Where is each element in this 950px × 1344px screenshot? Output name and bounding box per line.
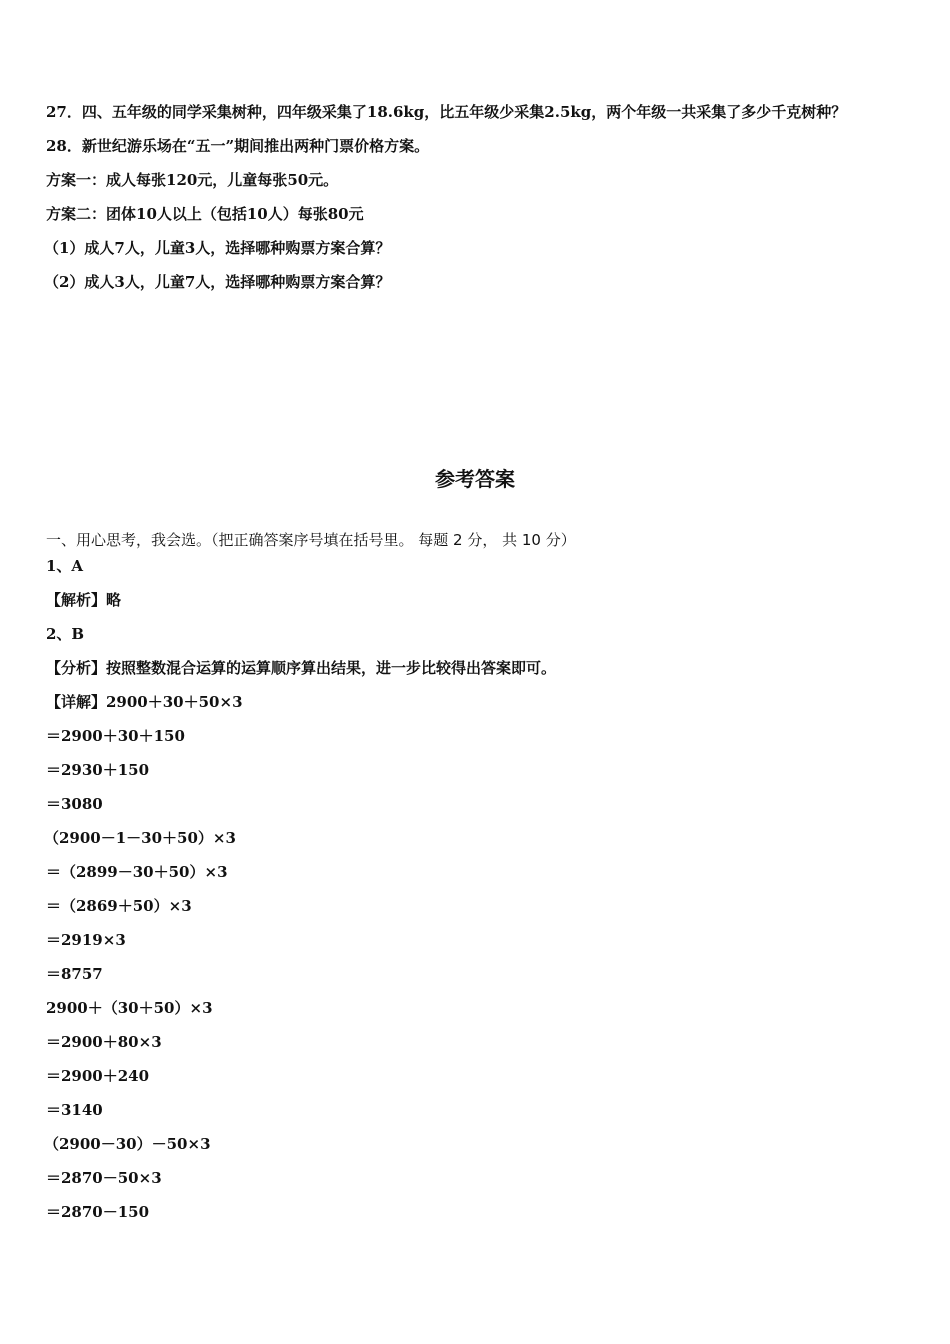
calc-step: ＝2900＋80×3 — [46, 1033, 162, 1051]
calc-step: ＝2870－150 — [46, 1203, 150, 1221]
calc-step: ＝8757 — [46, 965, 103, 983]
section-one-heading: 一、用心思考，我会选。（把正确答案序号填在括号里。 每题 2 分， 共 10 分） — [46, 531, 576, 549]
plan-two: 方案二：团体10人以上（包括10人）每张80元 — [46, 205, 364, 223]
calc-step: ＝3140 — [46, 1101, 103, 1119]
question-28: 28．新世纪游乐场在“五一”期间推出两种门票价格方案。 — [46, 137, 430, 155]
calc-step: ＝2930＋150 — [46, 761, 150, 779]
answer-1-analysis: 【解析】略 — [46, 591, 122, 609]
answer-2-detail: 【详解】2900＋30＋50×3 — [46, 693, 243, 711]
calc-step: ＝2919×3 — [46, 931, 126, 949]
calc-step: ＝3080 — [46, 795, 103, 813]
calc-step: 2900＋（30＋50）×3 — [46, 999, 213, 1017]
sub-question-2: （2）成人3人，儿童7人，选择哪种购票方案合算？ — [44, 273, 391, 291]
sub-question-1: （1）成人7人，儿童3人，选择哪种购票方案合算？ — [44, 239, 391, 257]
calc-step: ＝（2899－30＋50）×3 — [46, 863, 228, 881]
calc-step: （2900－30）－50×3 — [44, 1135, 211, 1153]
answer-1: 1、A — [46, 557, 84, 575]
answers-title: 参考答案 — [435, 467, 515, 491]
calc-step: ＝2900＋240 — [46, 1067, 150, 1085]
calc-step: ＝2870－50×3 — [46, 1169, 162, 1187]
calc-step: ＝2900＋30＋150 — [46, 727, 185, 745]
calc-step: ＝（2869＋50）×3 — [46, 897, 192, 915]
answer-2-analysis: 【分析】按照整数混合运算的运算顺序算出结果，进一步比较得出答案即可。 — [46, 659, 557, 677]
calc-step: （2900－1－30＋50）×3 — [44, 829, 236, 847]
answer-2: 2、B — [46, 625, 85, 643]
plan-one: 方案一：成人每张120元，儿童每张50元。 — [46, 171, 339, 189]
question-27: 27．四、五年级的同学采集树种，四年级采集了18.6kg，比五年级少采集2.5kg，两个年级一共采集了多少千克树种？ — [46, 103, 847, 121]
